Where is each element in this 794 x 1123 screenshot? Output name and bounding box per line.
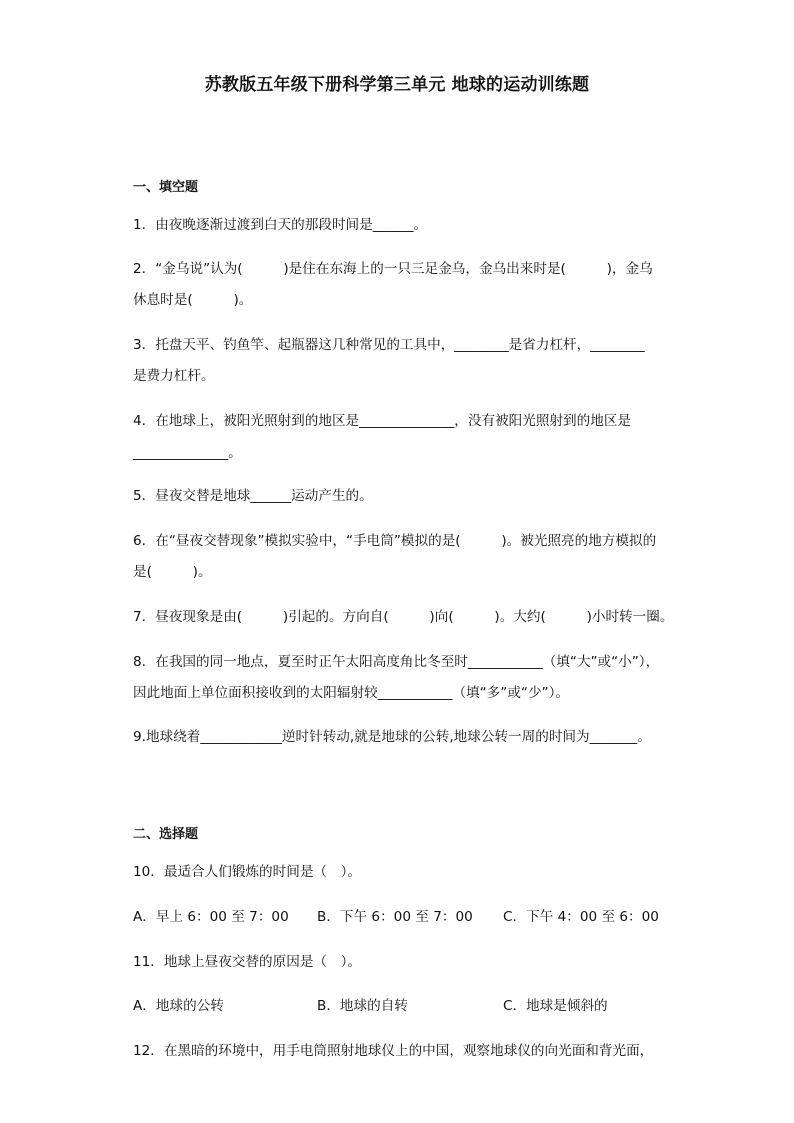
question-4-line-1: 4．在地球上，被阳光照射到的地区是______________，没有被阳光照射到的地区是	[133, 413, 632, 429]
question-8-line-1: 8．在我国的同一地点，夏至时正午太阳高度角比冬至时___________（填“大”或“小”），	[133, 654, 660, 670]
question-9: 9.地球绕着____________逆时针转动,就是地球的公转,地球公转一周的时间为_______。	[133, 729, 651, 745]
section-heading-multiple-choice: 二、选择题	[133, 827, 199, 842]
question-7: 7．昼夜现象是由( )引起的。方向自( )向( )。大约( )小时转一圈。	[133, 609, 674, 625]
question-3-line-2: 是费力杠杆。	[133, 368, 215, 384]
question-12-stem: 12．在黑暗的环境中，用手电筒照射地球仪上的中国，观察地球仪的向光面和背光面，	[133, 1043, 654, 1059]
question-10-option-a: A．早上 6：00 至 7：00	[133, 909, 289, 925]
question-5: 5．昼夜交替是地球______运动产生的。	[133, 488, 373, 504]
question-11-option-b: B．地球的自转	[317, 998, 408, 1014]
question-2-line-2: 休息时是( )。	[133, 292, 253, 308]
question-11-stem: 11．地球上昼夜交替的原因是（ ）。	[133, 954, 361, 970]
question-3-line-1: 3．托盘天平、钓鱼竿、起瓶器这几种常见的工具中，________是省力杠杆，________	[133, 337, 645, 353]
question-11-option-c: C．地球是倾斜的	[503, 998, 608, 1014]
question-10-stem: 10．最适合人们锻炼的时间是（ ）。	[133, 864, 361, 880]
question-2-line-1: 2．“金乌说”认为( )是住在东海上的一只三足金乌，金乌出来时是( )，金乌	[133, 261, 653, 277]
question-10-option-b: B．下午 6：00 至 7：00	[317, 909, 473, 925]
question-1: 1．由夜晚逐渐过渡到白天的那段时间是______。	[133, 217, 428, 233]
question-6-line-1: 6．在“昼夜交替现象”模拟实验中，“手电筒”模拟的是( )。被光照亮的地方模拟的	[133, 533, 657, 549]
question-11-option-a: A．地球的公转	[133, 998, 224, 1014]
section-heading-fill-in: 一、填空题	[133, 180, 199, 195]
question-4-line-2: ______________。	[133, 445, 242, 461]
page-title: 苏教版五年级下册科学第三单元 地球的运动训练题	[204, 75, 590, 95]
question-6-line-2: 是( )。	[133, 564, 212, 580]
question-8-line-2: 因此地面上单位面积接收到的太阳辐射较___________（填“多”或“少”）。	[133, 685, 569, 701]
question-10-option-c: C．下午 4：00 至 6：00	[503, 909, 659, 925]
